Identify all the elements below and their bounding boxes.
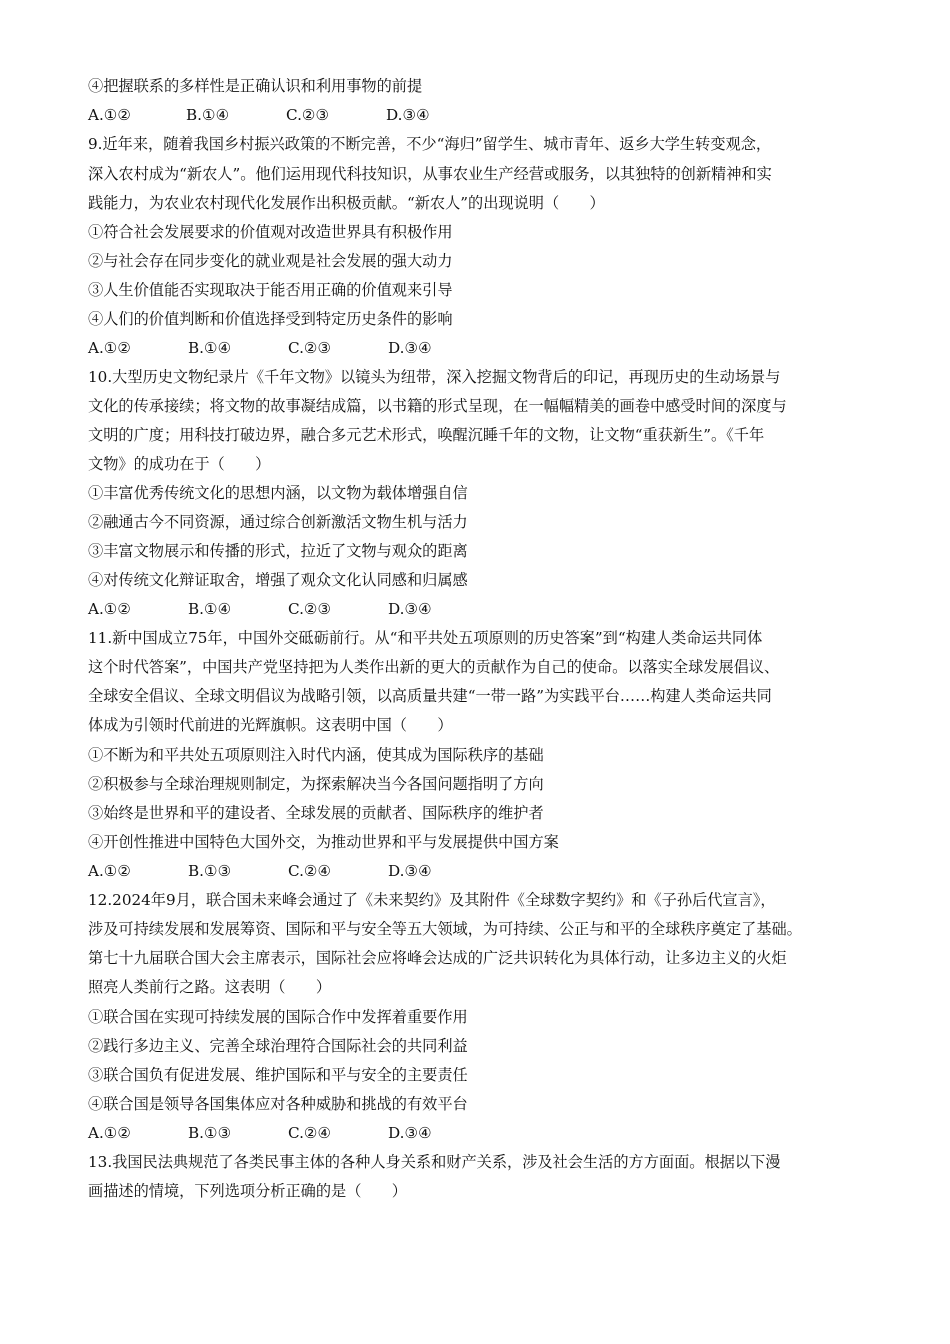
statement-4: ④联合国是领导各国集体应对各种威胁和挑战的有效平台 xyxy=(88,1095,468,1113)
option-a: A.①② xyxy=(88,106,132,124)
option-d: D.③④ xyxy=(386,106,430,124)
question-stem-line: 13.我国民法典规范了各类民事主体的各种人身关系和财产关系，涉及社会生活的方方面面。根据以下漫 xyxy=(88,1153,781,1171)
option-d: D.③④ xyxy=(388,862,432,880)
option-c: C.②③ xyxy=(288,600,332,618)
question-stem-line: 文化的传承接续；将文物的故事凝结成篇，以书籍的形式呈现，在一幅幅精美的画卷中感受时间的深度与 xyxy=(88,397,787,415)
option-c: C.②③ xyxy=(286,106,330,124)
statement-3: ③联合国负有促进发展、维护国际和平与安全的主要责任 xyxy=(88,1066,468,1084)
question-stem-line: 文明的广度；用科技打破边界，融合多元艺术形式，唤醒沉睡千年的文物，让文物“重获新生”。《千年 xyxy=(88,426,765,444)
prev-statement-4: ④把握联系的多样性是正确认识和利用事物的前提 xyxy=(88,77,423,95)
statement-4: ④对传统文化辩证取舍，增强了观众文化认同感和归属感 xyxy=(88,571,468,589)
statement-4: ④开创性推进中国特色大国外交，为推动世界和平与发展提供中国方案 xyxy=(88,833,559,851)
statement-2: ②融通古今不同资源，通过综合创新激活文物生机与活力 xyxy=(88,513,468,531)
option-d: D.③④ xyxy=(388,339,432,357)
option-a: A.①② xyxy=(88,862,132,880)
statement-3: ③丰富文物展示和传播的形式，拉近了文物与观众的距离 xyxy=(88,542,468,560)
question-stem-line: 涉及可持续发展和发展筹资、国际和平与安全等五大领域，为可持续、公正与和平的全球秩序奠定了基础。 xyxy=(88,920,802,938)
statement-2: ②积极参与全球治理规则制定，为探索解决当今各国问题指明了方向 xyxy=(88,775,544,793)
option-b: B.①④ xyxy=(188,600,232,618)
question-stem-line: 第七十九届联合国大会主席表示，国际社会应将峰会达成的广泛共识转化为具体行动，让多边主义的火炬 xyxy=(88,949,787,967)
statement-4: ④人们的价值判断和价值选择受到特定历史条件的影响 xyxy=(88,310,453,328)
option-a: A.①② xyxy=(88,339,132,357)
option-c: C.②③ xyxy=(288,339,332,357)
question-stem-line: 10.大型历史文物纪录片《千年文物》以镜头为纽带，深入挖掘文物背后的印记，再现历史的生动场景与 xyxy=(88,368,781,386)
statement-2: ②与社会存在同步变化的就业观是社会发展的强大动力 xyxy=(88,252,453,270)
option-b: B.①④ xyxy=(188,339,232,357)
statement-2: ②践行多边主义、完善全球治理符合国际社会的共同利益 xyxy=(88,1037,468,1055)
option-a: A.①② xyxy=(88,600,132,618)
question-stem-line: 深入农村成为“新农人”。他们运用现代科技知识，从事农业生产经营或服务，以其独特的创新精神和实 xyxy=(88,165,772,183)
question-stem-line: 9.近年来，随着我国乡村振兴政策的不断完善，不少“海归”留学生、城市青年、返乡大学生转变观念， xyxy=(88,135,772,153)
option-c: C.②④ xyxy=(288,1124,332,1142)
question-stem-line: 践能力，为农业农村现代化发展作出积极贡献。“新农人”的出现说明（ ） xyxy=(88,194,605,212)
statement-1: ①符合社会发展要求的价值观对改造世界具有积极作用 xyxy=(88,223,453,241)
statement-3: ③人生价值能否实现取决于能否用正确的价值观来引导 xyxy=(88,281,453,299)
question-stem-line: 照亮人类前行之路。这表明（ ） xyxy=(88,978,331,996)
question-stem-line: 全球安全倡议、全球文明倡议为战略引领，以高质量共建“一带一路”为实践平台……构建人类命运共同 xyxy=(88,687,772,705)
option-c: C.②④ xyxy=(288,862,332,880)
statement-1: ①不断为和平共处五项原则注入时代内涵，使其成为国际秩序的基础 xyxy=(88,746,544,764)
statement-1: ①联合国在实现可持续发展的国际合作中发挥着重要作用 xyxy=(88,1008,468,1026)
question-stem-line: 12.2024年9月，联合国未来峰会通过了《未来契约》及其附件《全球数字契约》和《子孙后代宣言》， xyxy=(88,891,776,909)
statement-1: ①丰富优秀传统文化的思想内涵，以文物为载体增强自信 xyxy=(88,484,468,502)
question-stem-line: 11.新中国成立75年，中国外交砥砺前行。从“和平共处五项原则的历史答案”到“构建人类命运共同体 xyxy=(88,629,763,647)
question-stem-line: 这个时代答案”，中国共产党坚持把为人类作出新的更大的贡献作为自己的使命。以落实全球发展倡议、 xyxy=(88,658,780,676)
option-d: D.③④ xyxy=(388,600,432,618)
option-b: B.①③ xyxy=(188,1124,232,1142)
option-a: A.①② xyxy=(88,1124,132,1142)
option-d: D.③④ xyxy=(388,1124,432,1142)
question-stem-line: 画描述的情境，下列选项分析正确的是（ ） xyxy=(88,1182,407,1200)
option-b: B.①④ xyxy=(186,106,230,124)
option-b: B.①③ xyxy=(188,862,232,880)
question-stem-line: 体成为引领时代前进的光辉旗帜。这表明中国（ ） xyxy=(88,716,453,734)
question-stem-line: 文物》的成功在于（ ） xyxy=(88,455,271,473)
statement-3: ③始终是世界和平的建设者、全球发展的贡献者、国际秩序的维护者 xyxy=(88,804,544,822)
